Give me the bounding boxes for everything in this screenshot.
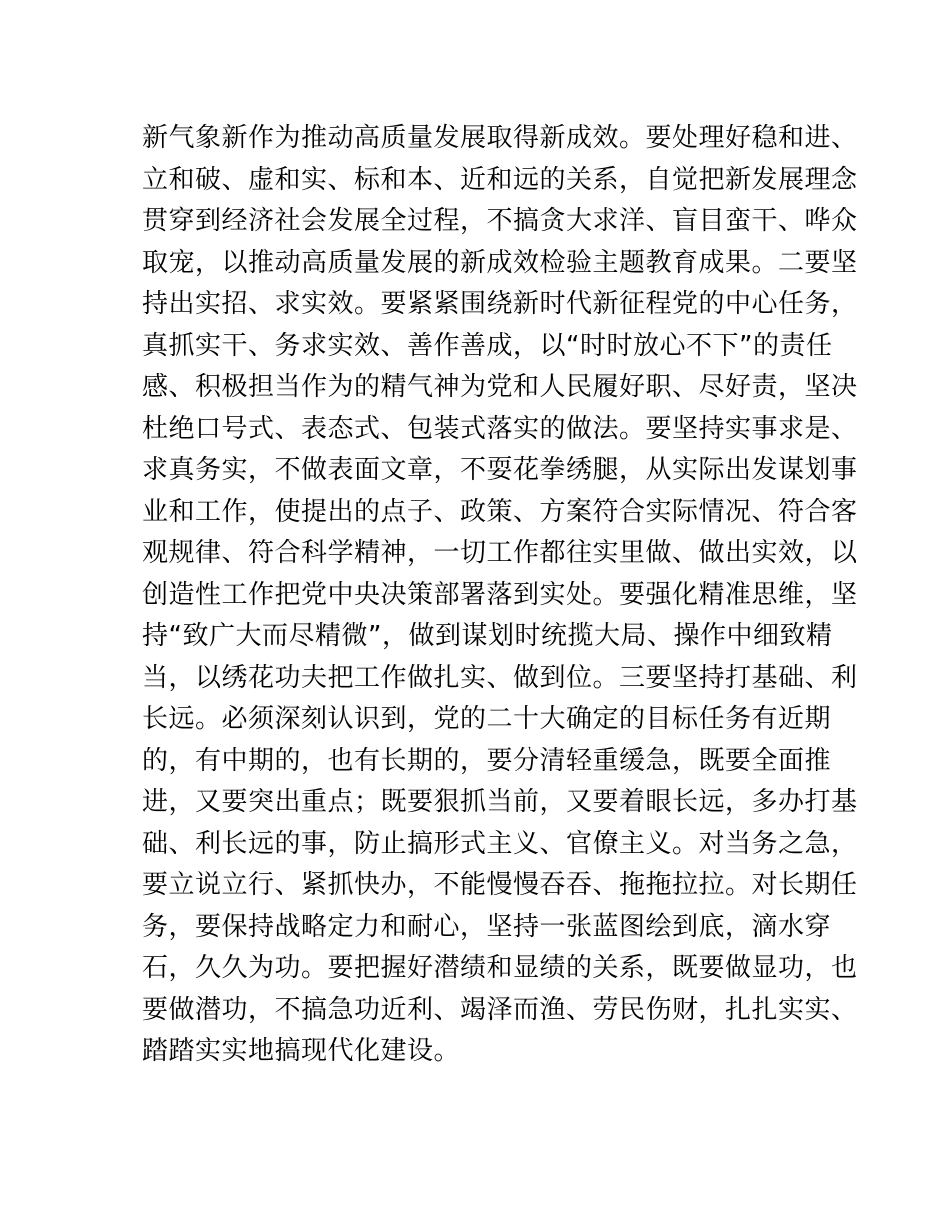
text-line-21: 石，久久为功。要把握好潜绩和显绩的关系，既要做显功，也 bbox=[142, 953, 858, 983]
text-line-22: 要做潜功，不搞急功近利、竭泽而渔、劳民伤财，扎扎实实、 bbox=[142, 994, 858, 1025]
text-line-7: 感、积极担当作为的精气神为党和人民履好职、尽好责，坚决 bbox=[142, 372, 858, 402]
text-line-20: 务，要保持战略定力和耐心，坚持一张蓝图绘到底，滴水穿 bbox=[142, 911, 832, 942]
text-line-13: 持“致广大而尽精微”，做到谋划时统揽大局、操作中细致精 bbox=[142, 621, 833, 651]
text-line-1: 新气象新作为推动高质量发展取得新成效。要处理好稳和进、 bbox=[142, 123, 858, 153]
text-line-2: 立和破、虚和实、标和本、近和远的关系，自觉把新发展理念 bbox=[142, 164, 858, 195]
text-line-19: 要立说立行、紧抓快办，不能慢慢吞吞、拖拖拉拉。对长期任 bbox=[142, 870, 858, 900]
text-line-5: 持出实招、求实效。要紧紧围绕新时代新征程党的中心任务， bbox=[142, 289, 858, 319]
text-line-9: 求真务实，不做表面文章，不耍花拳绣腿，从实际出发谋划事 bbox=[142, 455, 858, 485]
text-line-14: 当，以绣花功夫把工作做扎实、做到位。三要坚持打基础、利 bbox=[142, 662, 858, 693]
body-paragraph bbox=[142, 118, 858, 1073]
text-line-23: 踏踏实实地搞现代化建设。 bbox=[142, 1036, 461, 1066]
text-line-6: 真抓实干、务求实效、善作善成，以“时时放心不下”的责任 bbox=[142, 330, 833, 361]
text-line-18: 础、利长远的事，防止搞形式主义、官僚主义。对当务之急， bbox=[142, 828, 858, 859]
text-line-15: 长远。必须深刻认识到，党的二十大确定的目标任务有近期 bbox=[142, 704, 832, 734]
text-line-10: 业和工作，使提出的点子、政策、方案符合实际情况、符合客 bbox=[142, 496, 858, 527]
text-line-3: 贯穿到经济社会发展全过程，不搞贪大求洋、盲目蛮干、哗众 bbox=[142, 206, 858, 236]
text-line-4: 取宠，以推动高质量发展的新成效检验主题教育成果。二要坚 bbox=[142, 247, 858, 278]
text-line-16: 的，有中期的，也有长期的，要分清轻重缓急，既要全面推 bbox=[142, 745, 832, 776]
text-line-17: 进，又要突出重点；既要狠抓当前，又要着眼长远，多办打基 bbox=[142, 787, 858, 817]
text-line-8: 杜绝口号式、表态式、包装式落实的做法。要坚持实事求是、 bbox=[142, 413, 858, 444]
text-line-12: 创造性工作把党中央决策部署落到实处。要强化精准思维，坚 bbox=[142, 579, 858, 610]
text-line-11: 观规律、符合科学精神，一切工作都往实里做、做出实效，以 bbox=[142, 538, 858, 568]
